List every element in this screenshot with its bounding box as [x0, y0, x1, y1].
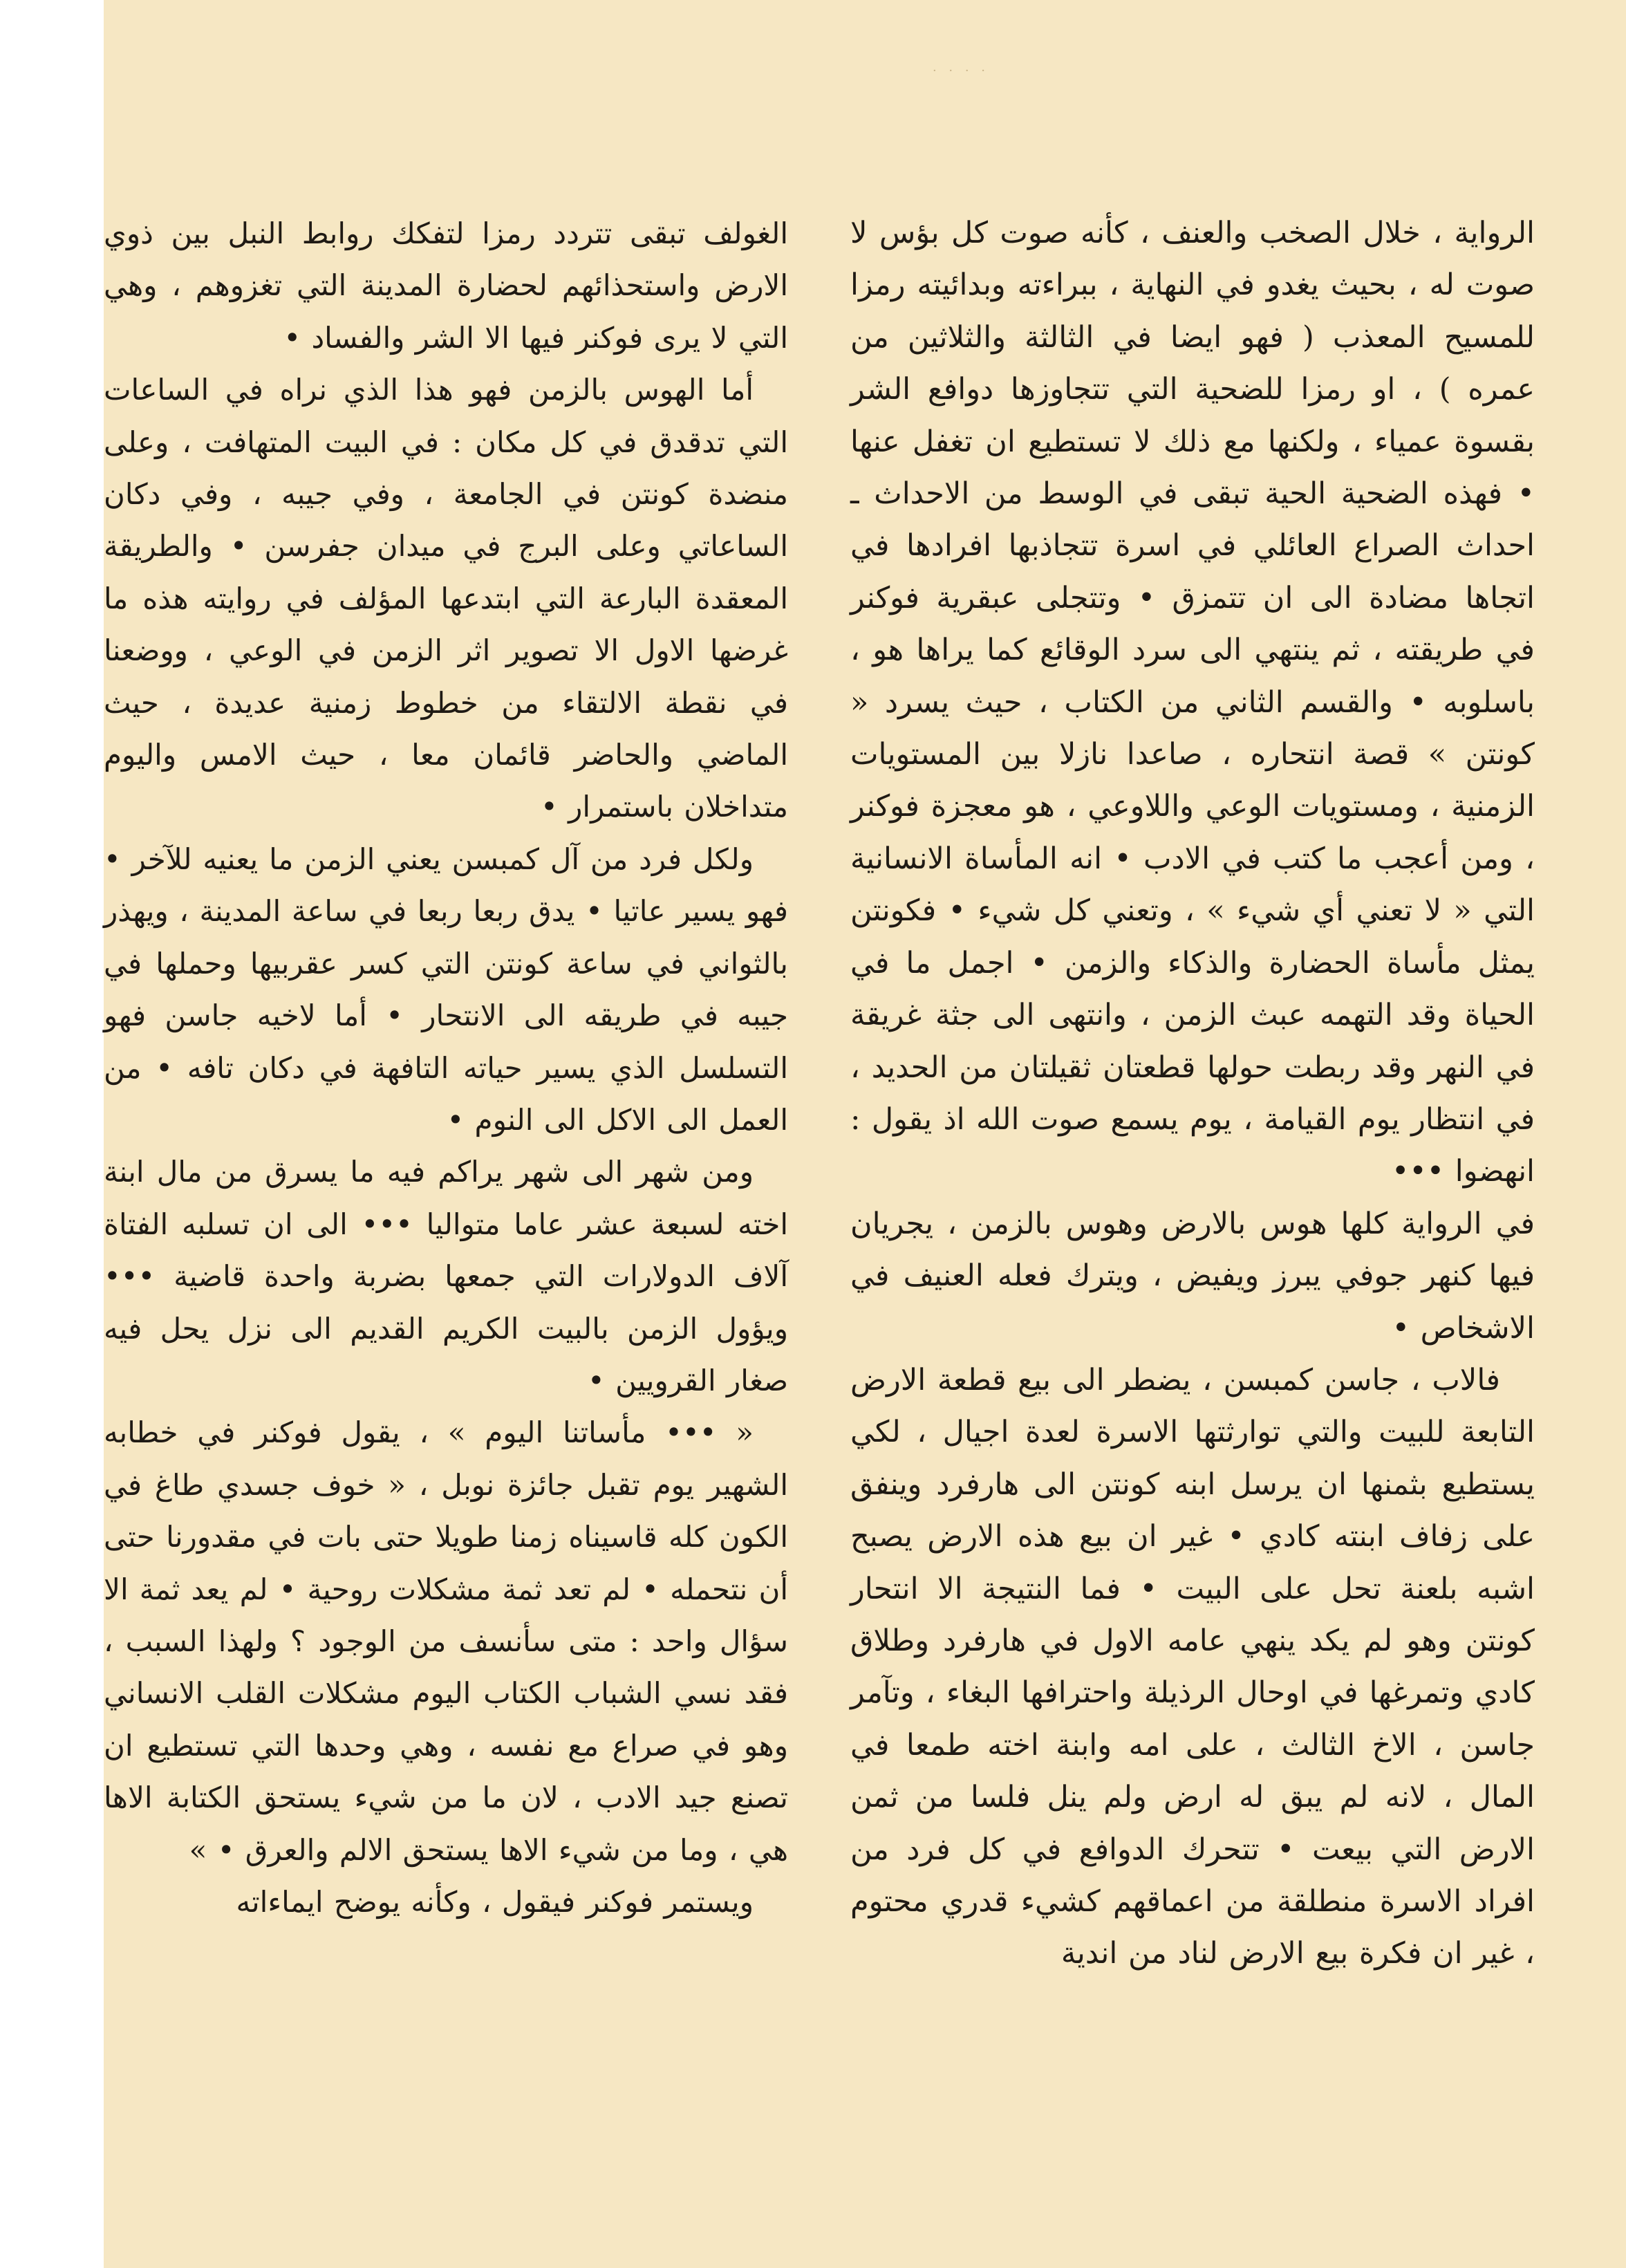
paragraph: فالاب ، جاسن كمبسن ، يضطر الى بيع قطعة الارض التابعة للبيت والتي توارثتها الاسرة لعدة اجيال ، لكي يستطيع بثمنها ان يرسل ابنه كونتن الى هارفرد وينفق على زفاف ابنته كادي • غير ان بيع هذه الارض يصبح اشبه بلعنة تحل على البيت • فما النتيجة الا انتحار كونتن وهو لم يكد ينهي عامه الاول في هارفرد وطلاق كادي وتمرغها في اوحال الرذيلة واحترافها البغاء ، وتآمر جاسن ، الاخ الثالث ، على امه وابنة اخته طمعا في المال ، لانه لم يبق له ارض ولم ينل فلسا من ثمن الارض التي بيعت • تتحرك الدوافع في كل فرد من افراد الاسرة منطلقة من اعماقهم كشيء قدري محتوم ، غير ان فكرة بيع الارض لناد من اندية [850, 1362, 1535, 1971]
right-text-column [850, 207, 1535, 1980]
paragraph: الرواية ، خلال الصخب والعنف ، كأنه صوت كل بؤس لا صوت له ، بحيث يغدو في النهاية ، ببراءته وبدائيته رمزا للمسيح المعذب ( فهو ايضا في الثالثة والثلاثين من عمره ) ، او رمزا للضحية التي تتجاوزها دوافع الشر بقسوة عمياء ، ولكنها مع ذلك لا تستطيع ان تغفل عنها • فهذه الضحية الحية تبقى في الوسط من الاحداث ـ احداث الصراع العائلي في اسرة تتجاذبها افرادها في اتجاها مضادة الى ان تتمزق • وتتجلى عبقرية فوكنر في طريقته ، ثم ينتهي الى سرد الوقائع كما يراها هو ، باسلوبه • والقسم الثاني من الكتاب ، حيث يسرد « كونتن » قصة انتحاره ، صاعدا نازلا بين المستويات الزمنية ، ومستويات الوعي واللاوعي ، هو معجزة فوكنر ، ومن أعجب ما كتب في الادب • انه المأساة الانسانية التي « لا تعني أي شيء » ، وتعني كل شيء • فكونتن يمثل مأساة الحضارة والذكاء والزمن • اجمل ما في الحياة وقد التهمه عبث الزمن ، وانتهى الى جثة غريقة في النهر وقد ربطت حولها قطعتان ثقيلتان من الحديد ، في انتظار يوم القيامة ، يوم يسمع صوت الله اذ يقول : انهضوا ••• [850, 216, 1535, 1189]
paragraph: « ••• مأساتنا اليوم » ، يقول فوكنر في خطابه الشهير يوم تقبل جائزة نوبل ، « خوف جسدي طاغ في الكون كله قاسيناه زمنا طويلا حتى بات في مقدورنا حتى أن نتحمله • لم تعد ثمة مشكلات روحية • لم يعد ثمة الا سؤال واحد : متى سأنسف من الوجود ؟ ولهذا السبب ، فقد نسي الشباب الكتاب اليوم مشكلات القلب الانساني وهو في صراع مع نفسه ، وهي وحدها التي تستطيع ان تصنع جيد الادب ، لان ما من شيء يستحق الكتابة الاها هي ، وما من شيء الاها يستحق الالم والعرق • » [104, 1415, 788, 1867]
page-left-margin [0, 0, 104, 2268]
paragraph: ويستمر فوكنر فيقول ، وكأنه يوضح ايماءاته [236, 1885, 754, 1919]
paragraph: الغولف تبقى تتردد رمزا لتفكك روابط النبل بين ذوي الارض واستحذائهم لحضارة المدينة التي تغزوهم ، وهي التي لا يرى فوكنر فيها الا الشر والفساد • [104, 216, 788, 355]
paragraph: ولكل فرد من آل كمبسن يعني الزمن ما يعنيه للآخر • فهو يسير عاتيا • يدق ربعا ربعا في ساعة المدينة ، ويهذر بالثواني في ساعة كونتن التي كسر عقربيها وحملها في جيبه في طريقه الى الانتحار • أما لاخيه جاسن فهو التسلسل الذي يسير حياته التافهة في دكان تافه • من العمل الى الاكل الى النوم • [104, 842, 788, 1137]
paragraph: ومن شهر الى شهر يراكم فيه ما يسرق من مال ابنة اخته لسبعة عشر عاما متواليا ••• الى ان تسلبه الفتاة آلاف الدولارات التي جمعها بضربة واحدة قاضية ••• ويؤول الزمن بالبيت الكريم القديم الى نزل يحل فيه صغار القرويين • [104, 1155, 788, 1397]
paragraph: في الرواية كلها هوس بالارض وهوس بالزمن ، يجريان فيها كنهر جوفي يبرز ويفيض ، ويترك فعله العنيف في الاشخاص • [850, 1206, 1535, 1346]
paragraph: أما الهوس بالزمن فهو هذا الذي نراه في الساعات التي تدقدق في كل مكان : في البيت المتهافت ، وعلى منضدة كونتن في الجامعة ، وفي جيبه ، وفي دكان الساعاتي وعلى البرج في ميدان جفرسن • والطريقة المعقدة البارعة التي ابتدعها المؤلف في روايته هذه ما غرضها الاول الا تصوير اثر الزمن في الوعي ، ووضعنا في نقطة الالتقاء من خطوط زمنية عديدة ، حيث الماضي والحاضر قائمان معا ، حيث الامس واليوم متداخلان باستمرار • [104, 373, 788, 824]
left-text-column [104, 207, 788, 1928]
header-marks: · · · · [932, 64, 990, 78]
